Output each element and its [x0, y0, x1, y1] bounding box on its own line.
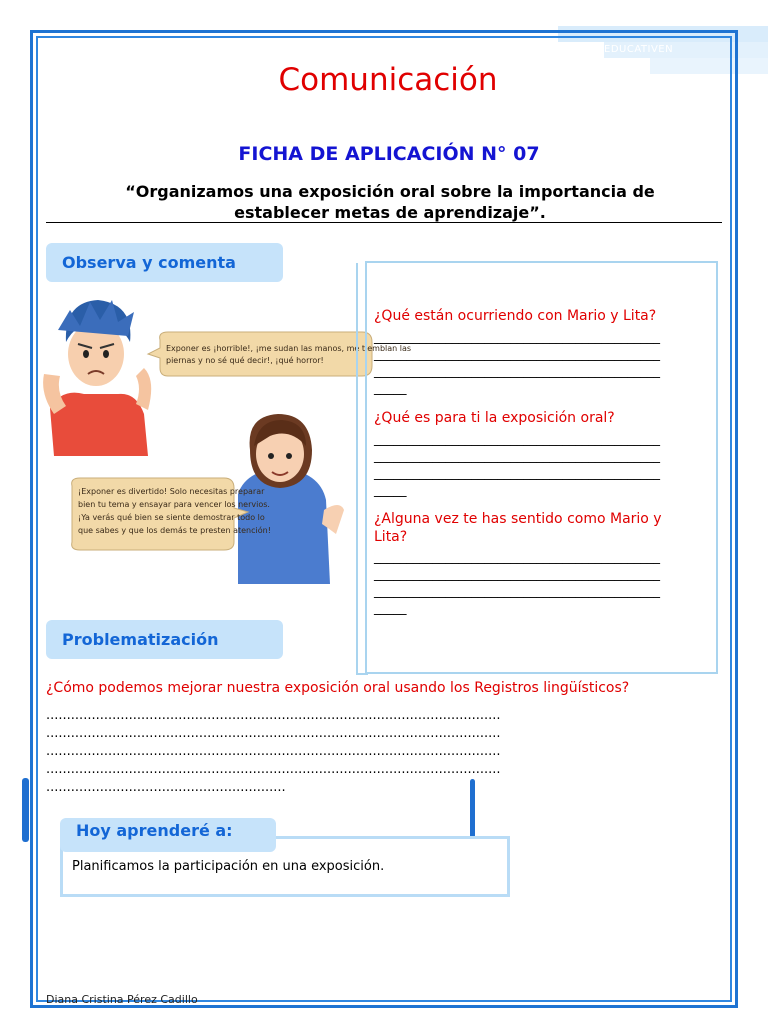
page-title: Comunicación [278, 62, 498, 98]
question-3 [374, 510, 662, 546]
left-accent-bar [22, 778, 29, 842]
answer-lines-1[interactable]: ____________________________________________ ____________________________________________ ____________________________________________ _____ [374, 330, 660, 396]
title-divider [46, 222, 722, 223]
section-label: Problematización [62, 630, 219, 649]
section-problematizacion [46, 620, 283, 659]
problem-answer-lines[interactable]: .............................................................................................................. .............................................................................................................. .............................................................................................................. .............................................................................................................. .......................................................... [46, 708, 501, 795]
bubble-text: ¡Exponer es divertido! Solo necesitas preparar [78, 487, 265, 496]
bubble-text: piernas y no sé qué decir!, ¡qué horror! [166, 356, 324, 365]
author-name: Diana Cristina Pérez Cadillo [46, 993, 198, 1006]
section-label: Observa y comenta [62, 253, 236, 272]
mid-accent-bar [470, 779, 475, 840]
question-1: ¿Qué están ocurriendo con Mario y Lita? [374, 308, 657, 324]
question-line: Lita? [374, 529, 408, 545]
problem-question: ¿Cómo podemos mejorar nuestra exposición oral usando los Registros lingüísticos? [46, 680, 630, 696]
bubble-text: Exponer es ¡horrible!, ¡me sudan las manos, me tiemblan las [166, 344, 412, 353]
answer-lines-3[interactable]: ____________________________________________ ____________________________________________ ____________________________________________ _____ [374, 550, 660, 616]
sheet-subtitle [60, 181, 720, 223]
bubble-text: que sabes y que los demás te presten atención! [78, 526, 271, 535]
section-label: Hoy aprenderé a: [76, 821, 233, 840]
bubble-text: bien tu tema y ensayar para vencer los nervios. [78, 500, 270, 509]
learning-goal-text: Planificamos la participación en una exposición. [72, 859, 385, 874]
subtitle-line: establecer metas de aprendizaje”. [234, 203, 546, 222]
bubble-text: ¡Ya verás qué bien se siente demostrar todo lo [78, 513, 265, 522]
question-2: ¿Qué es para ti la exposición oral? [374, 410, 615, 426]
section-observa [46, 243, 283, 282]
lita-figure [238, 414, 344, 584]
question-line: ¿Alguna vez te has sentido como Mario y [374, 511, 662, 527]
sheet-title: FICHA DE APLICACIÓN N° 07 [238, 143, 540, 165]
corner-watermark: EDUCATIVEN [604, 44, 674, 55]
answer-lines-2[interactable]: ____________________________________________ ____________________________________________ ____________________________________________ _____ [374, 432, 660, 498]
question-box-border [356, 263, 358, 675]
subtitle-line: “Organizamos una exposición oral sobre la importancia de [125, 182, 655, 201]
section-hoy-aprendere [60, 818, 276, 852]
mario-figure [43, 300, 151, 456]
